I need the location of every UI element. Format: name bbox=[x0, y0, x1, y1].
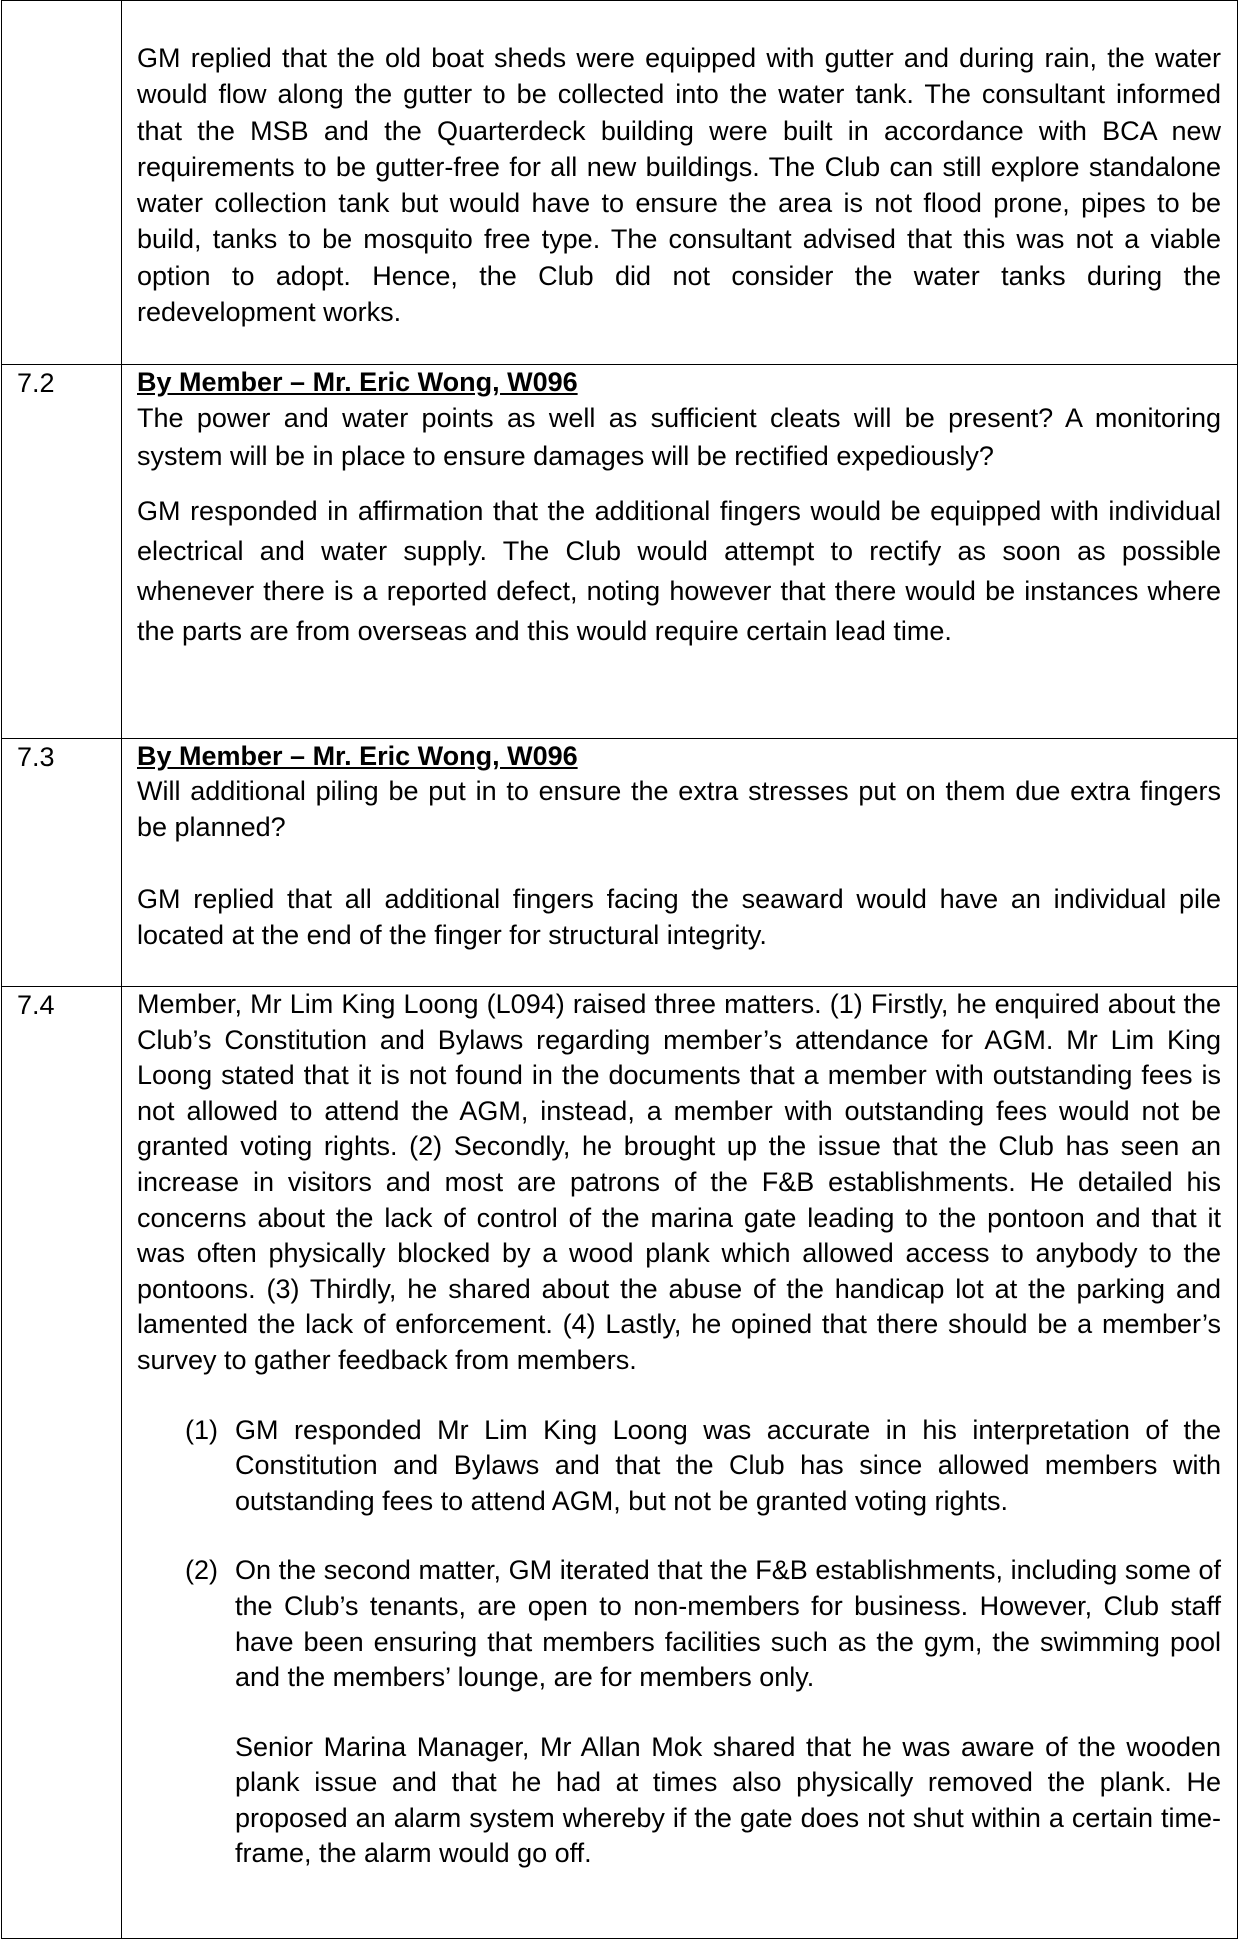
item-content-cell bbox=[122, 1, 1238, 365]
paragraph: GM replied that the old boat sheds were equipped with gutter and during rain, the water would flow along the gutter to be collected into the water tank. The consultant informed that the MSB and the Quarterdeck building were built in accordance with BCA new requirements to be gutter-free for all new buildings. The Club can still explore standalone water collection tank but would have to ensure the area is not flood prone, pipes to be build, tanks to be mosquito free type. The consultant advised that this was not a viable option to adopt. Hence, the Club did not consider the water tanks during the redevelopment works. bbox=[137, 43, 1221, 328]
response-text: GM responded Mr Lim King Loong was accurate in his interpretation of the Constitution and Bylaws and that the Club has since allowed members with outstanding fees to attend AGM, but not be granted voting rights. bbox=[235, 1414, 1221, 1516]
item-number-cell: 7.2 bbox=[2, 365, 122, 739]
response-item bbox=[185, 1553, 1221, 1695]
gm-response: GM replied that all additional fingers facing the seaward would have an individual pile located at the end of the finger for structural integrity. bbox=[137, 884, 1221, 950]
item-number-cell bbox=[2, 1, 122, 365]
member-question: The power and water points as well as sufficient cleats will be present? A monitoring system will be in place to ensure damages will be rectified expediously? bbox=[137, 403, 1221, 471]
table-row bbox=[2, 365, 1238, 739]
minutes-table bbox=[1, 0, 1238, 1939]
item-number-cell: 7.3 bbox=[2, 739, 122, 987]
response-item bbox=[185, 1413, 1221, 1520]
table-row bbox=[2, 739, 1238, 987]
item-number-cell: 7.4 bbox=[2, 987, 122, 1939]
member-question: Will additional piling be put in to ensure the extra stresses put on them due extra fingers be planned? bbox=[137, 776, 1221, 842]
response-label: (1) bbox=[185, 1414, 218, 1445]
table-row bbox=[2, 987, 1238, 1939]
item-content-cell bbox=[122, 739, 1238, 987]
response-text: On the second matter, GM iterated that the F&B establishments, including some of the Club’s tenants, are open to non-members for business. However, Club staff have been ensuring that members facilities such as the gym, the swimming pool and the members’ lounge, are for members only. bbox=[235, 1555, 1221, 1693]
gm-response: GM responded in affirmation that the additional fingers would be equipped with individual electrical and water supply. The Club would attempt to rectify as soon as possible whenever there is a reported defect, noting however that there would be instances where the parts are from overseas and this would require certain lead time. bbox=[137, 496, 1221, 646]
item-content-cell bbox=[122, 987, 1238, 1939]
item-heading: By Member – Mr. Eric Wong, W096 bbox=[137, 367, 578, 397]
response-followup: Senior Marina Manager, Mr Allan Mok shared that he was aware of the wooden plank issue and that he had at times also physically removed the plank. He proposed an alarm system whereby if the gate does not shut within a certain time-frame, the alarm would go off. bbox=[235, 1731, 1221, 1869]
item-content-cell bbox=[122, 365, 1238, 739]
table-row bbox=[2, 1, 1238, 365]
member-matters: Member, Mr Lim King Loong (L094) raised three matters. (1) Firstly, he enquired about the Club’s Constitution and Bylaws regarding member’s attendance for AGM. Mr Lim King Loong stated that it is not found in the documents that a member with outstanding fees is not allowed to attend the AGM, instead, a member with outstanding fees would not be granted voting rights. (2) Secondly, he brought up the issue that the Club has seen an increase in visitors and most are patrons of the F&B establishments. He detailed his concerns about the lack of control of the marina gate leading to the pontoon and that it was often physically blocked by a wood plank which allowed access to anybody to the pontoons. (3) Thirdly, he shared about the abuse of the handicap lot at the parking and lamented the lack of enforcement. (4) Lastly, he opined that there should be a member’s survey to gather feedback from members. bbox=[137, 989, 1221, 1375]
response-label: (2) bbox=[185, 1555, 218, 1586]
item-heading: By Member – Mr. Eric Wong, W096 bbox=[137, 741, 578, 771]
